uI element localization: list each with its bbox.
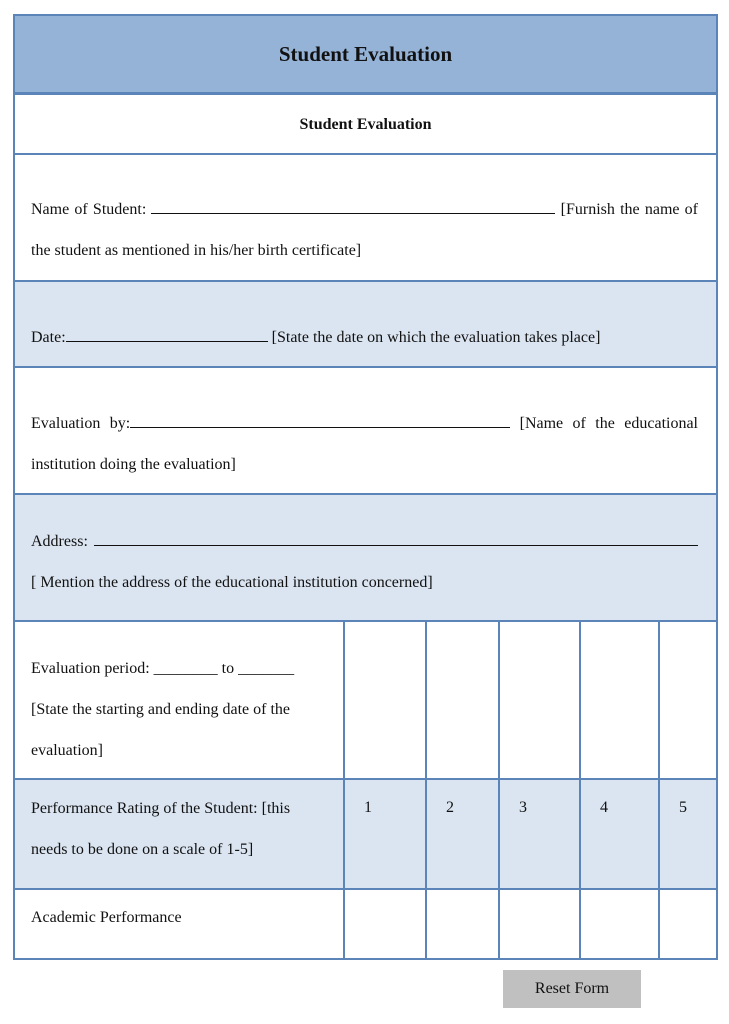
rating-table	[15, 622, 716, 958]
period-end-field[interactable]: _______	[238, 660, 295, 677]
evaluation-by-hint: [Name of the educational institution doing the evaluation]	[31, 415, 699, 473]
period-empty-cell-2	[427, 622, 500, 780]
academic-performance-label: Academic Performance	[15, 890, 345, 958]
student-name-field[interactable]	[151, 212, 555, 214]
academic-rating-5[interactable]	[660, 890, 716, 958]
academic-rating-1[interactable]	[345, 890, 427, 958]
rating-scale-5: 5	[660, 780, 716, 890]
student-name-hint: [Furnish the name of the student as mentioned in his/her birth certificate]	[31, 201, 699, 259]
address-line	[31, 521, 698, 562]
evaluation-period-label: Evaluation period:	[31, 660, 150, 677]
date-label: Date:	[31, 329, 66, 346]
form-title	[15, 16, 716, 95]
student-name-row	[15, 155, 716, 282]
evaluation-period-hint: [State the starting and ending date of the evaluation]	[31, 701, 291, 759]
address-field[interactable]	[94, 544, 698, 546]
period-to-text: to	[221, 660, 235, 677]
student-name-label: Name of Student:	[31, 201, 147, 218]
evaluation-by-label: Evaluation by:	[31, 415, 131, 432]
period-empty-cell-1	[345, 622, 427, 780]
period-empty-cell-3	[500, 622, 581, 780]
evaluation-by-row	[15, 368, 716, 495]
address-label: Address:	[31, 533, 88, 550]
academic-rating-2[interactable]	[427, 890, 500, 958]
reset-form-button[interactable]: Reset Form	[503, 970, 641, 1008]
academic-rating-4[interactable]	[581, 890, 660, 958]
period-empty-cell-4	[581, 622, 660, 780]
rating-scale-4: 4	[581, 780, 660, 890]
date-hint: [State the date on which the evaluation takes place]	[271, 329, 601, 346]
period-empty-cell-5	[660, 622, 716, 780]
evaluation-period-cell	[15, 622, 345, 780]
student-evaluation-form	[13, 14, 718, 960]
rating-scale-2: 2	[427, 780, 500, 890]
form-subtitle-text: Student Evaluation	[299, 115, 432, 133]
form-subtitle	[15, 95, 716, 155]
evaluation-by-field[interactable]	[130, 426, 510, 428]
academic-rating-3[interactable]	[500, 890, 581, 958]
address-hint: [ Mention the address of the educational institution concerned]	[31, 574, 433, 591]
date-field[interactable]	[66, 340, 268, 342]
rating-scale-1: 1	[345, 780, 427, 890]
period-start-field[interactable]: ________	[153, 660, 218, 677]
rating-scale-3: 3	[500, 780, 581, 890]
performance-rating-label: Performance Rating of the Student: [this needs to be done on a scale of 1-5]	[15, 780, 345, 890]
form-title-text: Student Evaluation	[278, 41, 453, 66]
date-row	[15, 282, 716, 368]
address-row	[15, 495, 716, 622]
